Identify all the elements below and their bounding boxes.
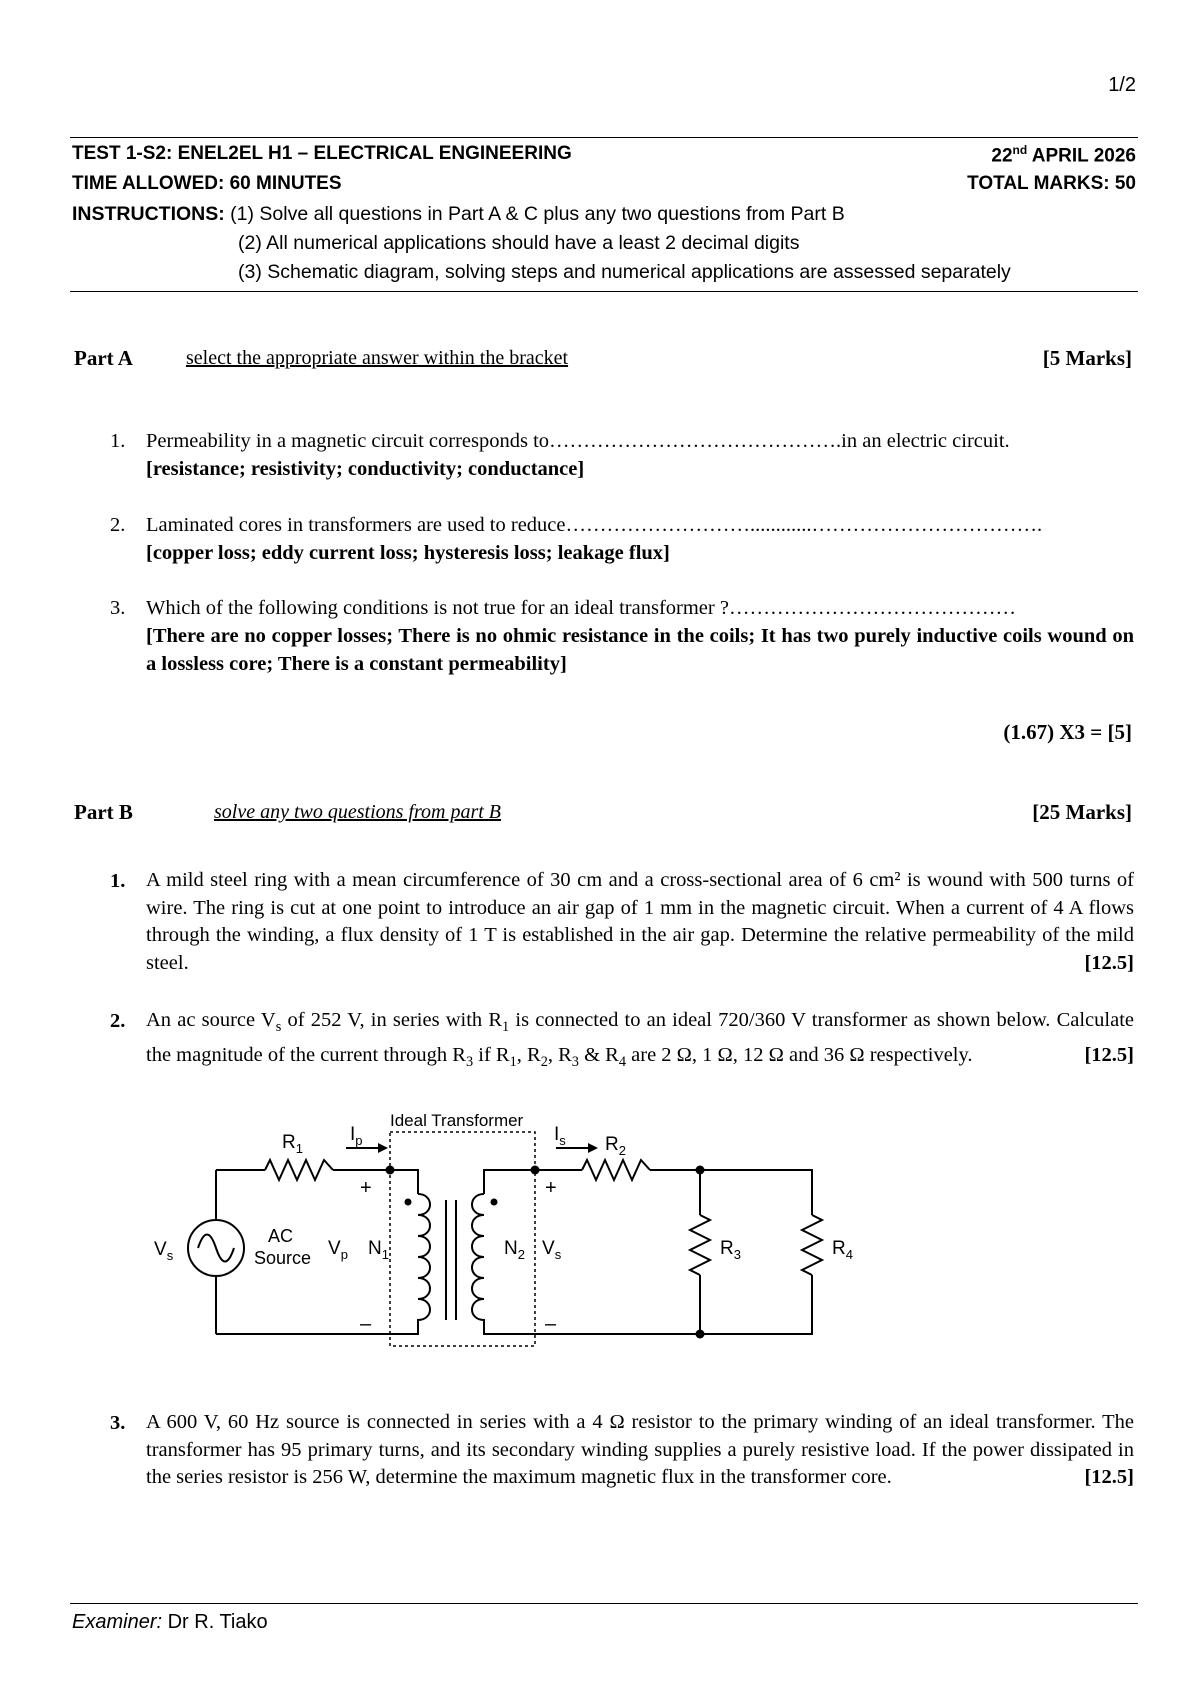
examiner-label: Examiner: [72, 1611, 163, 1633]
wire-top-right [650, 1170, 812, 1215]
node-r3-bottom [696, 1330, 705, 1339]
ip-letter: I [350, 1124, 356, 1145]
wire-primary-bottom [390, 1322, 418, 1334]
question-text: A 600 V, 60 Hz source is connected in series with a 4 Ω resistor to the primary winding of an ideal transformer. The transformer has 95 primary turns, and its secondary winding supplies a purely resistive load. If the power dissipated in the series resistor is 256 W, determine the maximum magnetic flux in the transformer core. [146, 1411, 1134, 1488]
is-label [554, 1124, 566, 1148]
header-line-2 [72, 173, 1136, 195]
answer-options: [resistance; resistivity; conductivity; conductance] [146, 458, 585, 480]
primary-plus-sign: + [360, 1177, 372, 1199]
r3-label [720, 1238, 741, 1262]
ac-source-wave-icon [198, 1235, 234, 1262]
vs-subscript: s [166, 1248, 174, 1263]
ip-label [350, 1124, 363, 1148]
r2-label [605, 1134, 626, 1158]
question-marks: [12.5] [1084, 1466, 1134, 1488]
dot-primary [405, 1199, 412, 1206]
time-allowed: TIME ALLOWED: 60 MINUTES [72, 173, 342, 194]
subscript: 1 [509, 1053, 517, 1070]
question-number: 3. [110, 597, 126, 619]
question-text: Laminated cores in transformers are used to reduce [146, 514, 566, 536]
part-b-title: Part B [74, 800, 133, 824]
exam-date [991, 143, 1136, 167]
header-top-rule [70, 137, 1138, 138]
ac-label: AC [268, 1226, 294, 1246]
part-a-marks: [5 Marks] [1042, 346, 1132, 370]
question-text: if R [473, 1043, 510, 1066]
resistor-r4 [802, 1215, 822, 1275]
total-marks: TOTAL MARKS: 50 [967, 173, 1136, 194]
answer-blank: ……………………………………. [549, 430, 842, 452]
vp-letter: V [328, 1238, 341, 1259]
is-subscript: s [559, 1133, 566, 1148]
vs-label [154, 1239, 174, 1263]
n2-letter: N [504, 1238, 518, 1259]
instructions-line-1 [72, 203, 845, 226]
r1-label [282, 1132, 303, 1156]
subscript: 2 [540, 1053, 548, 1070]
part-b-marks: [25 Marks] [1032, 800, 1132, 824]
question-text: is connected to an ideal 720/360 V transformer as shown below. Calculate the magnitude of the current through R [146, 1009, 1134, 1066]
question-number: 1. [110, 430, 126, 452]
n2-label [504, 1238, 525, 1262]
question-text: Which of the following conditions is not true for an ideal transformer ? [146, 597, 729, 619]
secondary-plus-sign: + [545, 1177, 557, 1199]
question-text: An ac source V [146, 1009, 276, 1031]
question-number: 2. [110, 1010, 126, 1032]
n1-letter: N [368, 1238, 382, 1259]
part-a-question-3 [110, 594, 1134, 678]
primary-minus-sign: – [360, 1313, 372, 1335]
resistor-r3 [690, 1215, 710, 1275]
part-b-question-3 [110, 1409, 1134, 1492]
is-arrow-head [588, 1143, 598, 1153]
subscript: 3 [465, 1053, 474, 1070]
date-month-year: APRIL 2026 [1027, 145, 1136, 167]
subscript: 3 [571, 1053, 579, 1070]
r3-letter: R [720, 1238, 734, 1259]
part-b-subtitle: solve any two questions from part B [214, 801, 502, 823]
transformer-circuit-diagram [150, 1090, 870, 1370]
question-text: , R [516, 1043, 541, 1066]
question-text: & R [578, 1043, 619, 1066]
resistor-r2 [582, 1160, 650, 1180]
answer-options: [copper loss; eddy current loss; hysteresis loss; leakage flux] [146, 542, 670, 564]
secondary-minus-sign: – [545, 1313, 557, 1335]
vp-label [328, 1238, 348, 1262]
instruction-3: (3) Schematic diagram, solving steps and numerical applications are assessed separately [238, 261, 1011, 283]
part-b-question-2 [110, 1007, 1134, 1076]
vs-letter: V [154, 1239, 167, 1260]
r1-letter: R [282, 1132, 296, 1153]
primary-coil [418, 1194, 430, 1322]
wire-primary-top [390, 1170, 418, 1194]
answer-blank: …………………………………… [728, 597, 1016, 619]
header-line-1 [72, 143, 1136, 165]
part-a-subtitle: select the appropriate answer within the bracket [186, 347, 569, 369]
question-text: Permeability in a magnetic circuit corresponds to [146, 430, 550, 452]
question-text-end: in an electric circuit. [841, 430, 1010, 452]
n1-label [368, 1238, 389, 1262]
vs-secondary-label [542, 1238, 562, 1262]
r2-letter: R [605, 1134, 619, 1155]
vp-subscript: p [340, 1247, 348, 1262]
header-bottom-rule [70, 291, 1138, 292]
instruction-2: (2) All numerical applications should have a least 2 decimal digits [238, 232, 800, 254]
question-marks: [12.5] [1084, 951, 1134, 974]
n1-subscript: 1 [381, 1247, 389, 1262]
subscript: s [275, 1019, 282, 1036]
date-day: 22 [991, 145, 1013, 167]
page-number: 1/2 [1108, 74, 1136, 96]
instruction-1: (1) Solve all questions in Part A & C plus any two questions from Part B [230, 203, 845, 225]
question-text: of 252 V, in series with R [281, 1009, 503, 1031]
vs2-subscript: s [554, 1247, 562, 1262]
date-suffix: nd [1012, 143, 1028, 157]
question-marks: [12.5] [1084, 1043, 1134, 1066]
part-a-score-line: (1.67) X3 = [5] [1003, 720, 1132, 744]
question-text: , R [547, 1043, 572, 1066]
part-a-title: Part A [74, 346, 133, 370]
instructions-label: INSTRUCTIONS: [72, 203, 225, 225]
r1-subscript: 1 [295, 1141, 303, 1156]
ideal-transformer-label: Ideal Transformer [390, 1111, 524, 1130]
resistor-r1 [265, 1160, 333, 1180]
dot-secondary [491, 1199, 498, 1206]
footer-rule [70, 1603, 1138, 1604]
question-text: are 2 Ω, 1 Ω, 12 Ω and 36 Ω respectively. [626, 1043, 973, 1066]
subscript: 4 [618, 1053, 627, 1070]
ip-arrow-head [378, 1143, 388, 1153]
subscript: 1 [502, 1019, 510, 1036]
answer-options: [There are no copper losses; There is no ohmic resistance in the coils; It has two purely inductive coils wound on a lossless core; There is a constant permeability] [146, 625, 1134, 675]
question-text: A mild steel ring with a mean circumference of 30 cm and a cross-sectional area of 6 cm² is wound with 500 turns of wire. The ring is cut at one point to introduce an air gap of 1 mm in the magnetic circuit. When a current of 4 A flows through the winding, a flux density of 1 T is established in the air gap. Determine the relative permeability of the mild steel. [146, 869, 1134, 974]
ip-subscript: p [355, 1133, 363, 1148]
r2-subscript: 2 [618, 1143, 626, 1158]
secondary-coil [472, 1194, 484, 1322]
r4-letter: R [832, 1238, 846, 1259]
r3-subscript: 3 [733, 1247, 741, 1262]
part-b-question-1 [110, 867, 1134, 977]
wire-secondary-bottom [484, 1322, 535, 1334]
question-number: 3. [110, 1412, 126, 1434]
part-a-question-1 [110, 427, 1134, 483]
vs2-letter: V [542, 1238, 555, 1259]
r4-label [832, 1238, 853, 1262]
test-title: TEST 1-S2: ENEL2EL H1 – ELECTRICAL ENGINEERING [72, 143, 572, 164]
answer-blank: ………………………............……………………………. [565, 514, 1043, 536]
source-label: Source [254, 1248, 312, 1268]
question-number: 2. [110, 514, 126, 536]
examiner-name: Dr R. Tiako [162, 1611, 268, 1633]
r4-subscript: 4 [845, 1247, 853, 1262]
examiner [72, 1611, 268, 1634]
is-letter: I [554, 1124, 560, 1145]
wire-secondary-top [484, 1170, 535, 1194]
node-r3-top [696, 1166, 705, 1175]
part-a-question-2 [110, 511, 1134, 567]
wire-r4-bottom [535, 1275, 812, 1334]
n2-subscript: 2 [517, 1247, 525, 1262]
question-number: 1. [110, 870, 126, 892]
